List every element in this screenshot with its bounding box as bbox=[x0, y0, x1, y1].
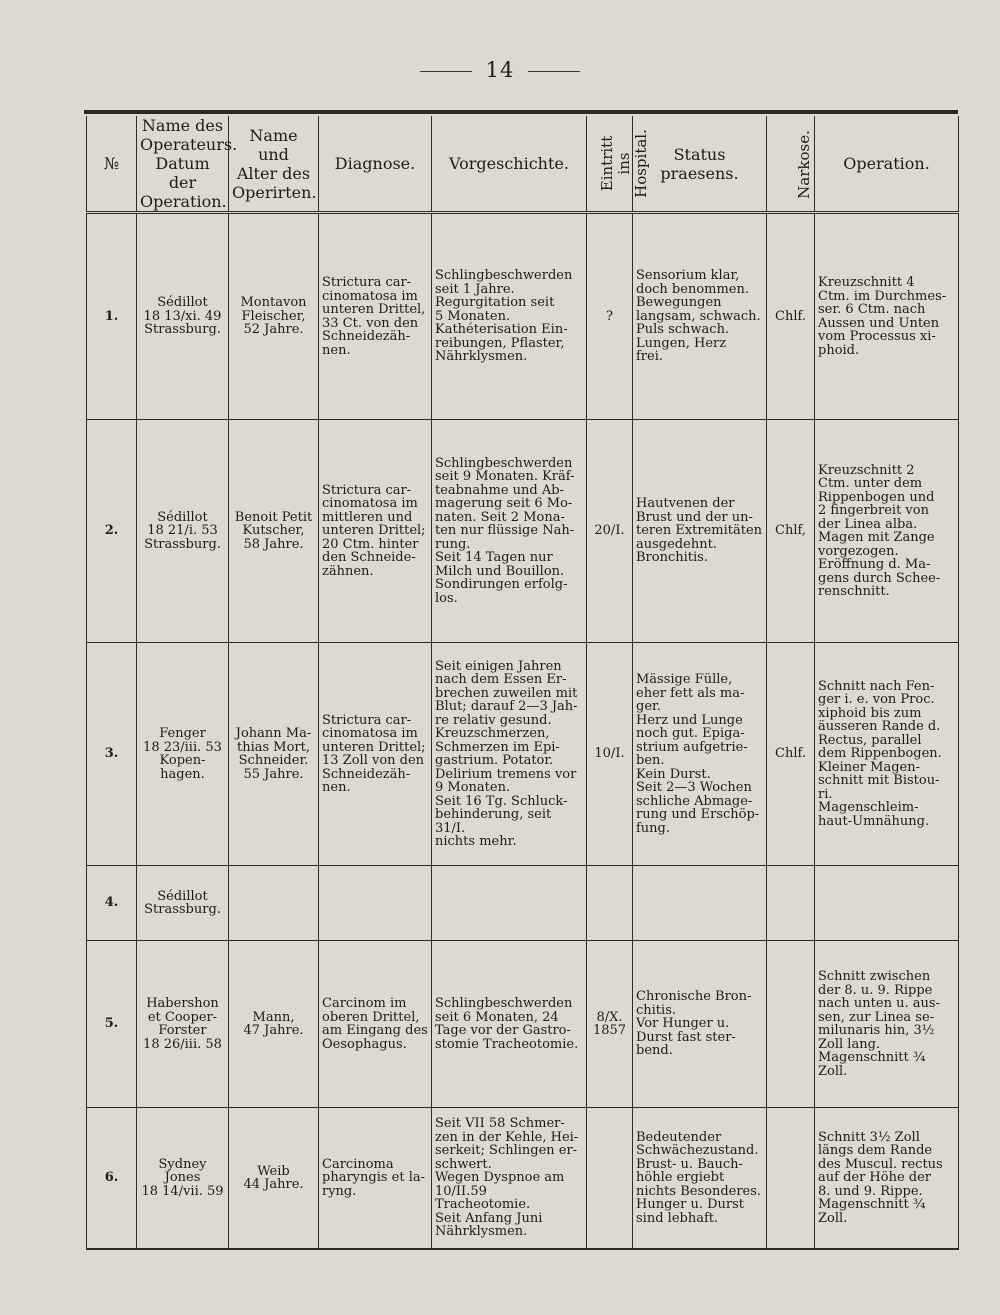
eintritt-cell: 8/X. 1857 bbox=[587, 941, 633, 1108]
case-number: 5. bbox=[87, 941, 137, 1108]
table-row bbox=[87, 643, 959, 866]
narkose-cell bbox=[767, 941, 815, 1108]
header-operateur: Name des Operateurs. Datum der Operation. bbox=[137, 116, 229, 213]
vorgeschichte-cell bbox=[432, 866, 587, 941]
operateur-cell: Sydney Jones 18 14/vii. 59 bbox=[137, 1108, 229, 1250]
case-number: 3. bbox=[87, 643, 137, 866]
page-number-text: 14 bbox=[485, 58, 515, 82]
header-row bbox=[87, 116, 959, 213]
status-cell: Sensorium klar, doch benommen. Bewegungen langsam, schwach. Puls schwach. Lungen, Herz frei. bbox=[633, 213, 767, 420]
eintritt-cell bbox=[587, 866, 633, 941]
operation-cell: Kreuzschnitt 2 Ctm. unter dem Rippenbogen und 2 fingerbreit von der Linea alba. Magen mit Zange vorgezogen. Eröffnung d. Ma- gens durch Schee- renschnitt. bbox=[815, 420, 959, 643]
status-cell: Hautvenen der Brust und der un- teren Extremitäten ausgedehnt. Bronchitis. bbox=[633, 420, 767, 643]
header-status: Status praesens. bbox=[633, 116, 767, 213]
vorgeschichte-cell: Seit VII 58 Schmer- zen in der Kehle, Hei- serkeit; Schlingen er- schwert. Wegen Dyspnoe am 10/II.59 Tracheotomie. Seit Anfang Juni Nährklysmen. bbox=[432, 1108, 587, 1250]
narkose-cell: Chlf, bbox=[767, 420, 815, 643]
eintritt-cell bbox=[587, 1108, 633, 1250]
patient-cell: Weib 44 Jahre. bbox=[229, 1108, 319, 1250]
operation-cell: Schnitt nach Fen- ger i. e. von Proc. xiphoid bis zum äusseren Rande d. Rectus, parallel dem Rippenbogen. Kleiner Magen- schnitt mit Bistou- ri. Magenschleim- haut-Umnähung. bbox=[815, 643, 959, 866]
eintritt-cell: ? bbox=[587, 213, 633, 420]
header-vorgeschichte: Vorgeschichte. bbox=[432, 116, 587, 213]
header-num: № bbox=[87, 116, 137, 213]
operateur-cell: Habershon et Cooper- Forster 18 26/iii. 58 bbox=[137, 941, 229, 1108]
status-cell bbox=[633, 866, 767, 941]
vorgeschichte-cell: Schlingbeschwerden seit 1 Jahre. Regurgitation seit 5 Monaten. Kathéterisation Ein- reibungen, Pflaster, Nährklysmen. bbox=[432, 213, 587, 420]
operateur-cell: Fenger 18 23/iii. 53 Kopen- hagen. bbox=[137, 643, 229, 866]
vorgeschichte-cell: Schlingbeschwerden seit 9 Monaten. Kräf- teabnahme und Ab- magerung seit 6 Mo- naten. Seit 2 Mona- ten nur flüssige Nah- rung. Seit 14 Tagen nur Milch und Bouillon. Sondirungen erfolg- los. bbox=[432, 420, 587, 643]
diagnose-cell: Carcinoma pharyngis et la- ryng. bbox=[319, 1108, 432, 1250]
table-row bbox=[87, 866, 959, 941]
case-number: 4. bbox=[87, 866, 137, 941]
eintritt-cell: 20/I. bbox=[587, 420, 633, 643]
diagnose-cell: Strictura car- cinomatosa im unteren Drittel; 13 Zoll von den Schneidezäh- nen. bbox=[319, 643, 432, 866]
patient-cell bbox=[229, 866, 319, 941]
case-number: 1. bbox=[87, 213, 137, 420]
operateur-cell: Sédillot Strassburg. bbox=[137, 866, 229, 941]
case-number: 2. bbox=[87, 420, 137, 643]
operation-cell bbox=[815, 866, 959, 941]
top-rule bbox=[84, 110, 958, 114]
patient-cell: Montavon Fleischer, 52 Jahre. bbox=[229, 213, 319, 420]
narkose-cell bbox=[767, 866, 815, 941]
status-cell: Mässige Fülle, eher fett als ma- ger. Herz und Lunge noch gut. Epiga- strium aufgetrie- ben. Kein Durst. Seit 2—3 Wochen schliche Abmage- rung und Erschöp- fung. bbox=[633, 643, 767, 866]
vorgeschichte-cell: Schlingbeschwerden seit 6 Monaten, 24 Tage vor der Gastro- stomie Tracheotomie. bbox=[432, 941, 587, 1108]
diagnose-cell bbox=[319, 866, 432, 941]
table-row bbox=[87, 213, 959, 420]
table-row bbox=[87, 420, 959, 643]
header-diagnose: Diagnose. bbox=[319, 116, 432, 213]
status-cell: Chronische Bron- chitis. Vor Hunger u. Durst fast ster- bend. bbox=[633, 941, 767, 1108]
status-cell: Bedeutender Schwächezustand. Brust- u. Bauch- höhle ergiebt nichts Besonderes. Hunger u. Durst sind lebhaft. bbox=[633, 1108, 767, 1250]
operateur-cell: Sédillot 18 13/xi. 49 Strassburg. bbox=[137, 213, 229, 420]
patient-cell: Benoit Petit Kutscher, 58 Jahre. bbox=[229, 420, 319, 643]
right-dash bbox=[528, 71, 580, 72]
header-eintritt bbox=[587, 116, 650, 213]
diagnose-cell: Strictura car- cinomatosa im mittleren und unteren Drittel; 20 Ctm. hinter den Schneide- zähnen. bbox=[319, 420, 432, 643]
operation-cell: Schnitt 3½ Zoll längs dem Rande des Muscul. rectus auf der Höhe der 8. und 9. Rippe. Magenschnitt ¾ Zoll. bbox=[815, 1108, 959, 1250]
case-table bbox=[86, 116, 959, 1250]
operation-cell: Schnitt zwischen der 8. u. 9. Rippe nach unten u. aus- sen, zur Linea se- milunaris hin, 3½ Zoll lang. Magenschnitt ¾ Zoll. bbox=[815, 941, 959, 1108]
narkose-cell: Chlf. bbox=[767, 643, 815, 866]
operation-cell: Kreuzschnitt 4 Ctm. im Durchmes- ser. 6 Ctm. nach Aussen und Unten vom Processus xi- phoid. bbox=[815, 213, 959, 420]
diagnose-cell: Strictura car- cinomatosa im unteren Drittel, 33 Ct. von den Schneidezäh- nen. bbox=[319, 213, 432, 420]
table-row bbox=[87, 1108, 959, 1250]
patient-cell: Mann, 47 Jahre. bbox=[229, 941, 319, 1108]
header-operation: Operation. bbox=[815, 116, 959, 213]
table-row bbox=[87, 941, 959, 1108]
case-number: 6. bbox=[87, 1108, 137, 1250]
header-narkose bbox=[767, 116, 815, 213]
eintritt-cell: 10/I. bbox=[587, 643, 633, 866]
left-dash bbox=[420, 71, 472, 72]
page-number bbox=[0, 58, 1000, 82]
header-patient: Name und Alter des Operirten. bbox=[229, 116, 319, 213]
vorgeschichte-cell: Seit einigen Jahren nach dem Essen Er- brechen zuweilen mit Blut; darauf 2—3 Jah- re relativ gesund. Kreuzschmerzen, Schmerzen im Epi- gastrium. Potator. Delirium tremens vor 9 Monaten. Seit 16 Tg. Schluck- behinderung, seit 31/I. nichts mehr. bbox=[432, 643, 587, 866]
diagnose-cell: Carcinom im oberen Drittel, am Eingang des Oesophagus. bbox=[319, 941, 432, 1108]
narkose-cell: Chlf. bbox=[767, 213, 815, 420]
header-narkose-text: Narkose. bbox=[794, 130, 813, 199]
operateur-cell: Sédillot 18 21/i. 53 Strassburg. bbox=[137, 420, 229, 643]
header-eintritt-text: Eintritt ins Hospital. bbox=[597, 129, 650, 198]
patient-cell: Johann Ma- thias Mort, Schneider. 55 Jahre. bbox=[229, 643, 319, 866]
narkose-cell bbox=[767, 1108, 815, 1250]
